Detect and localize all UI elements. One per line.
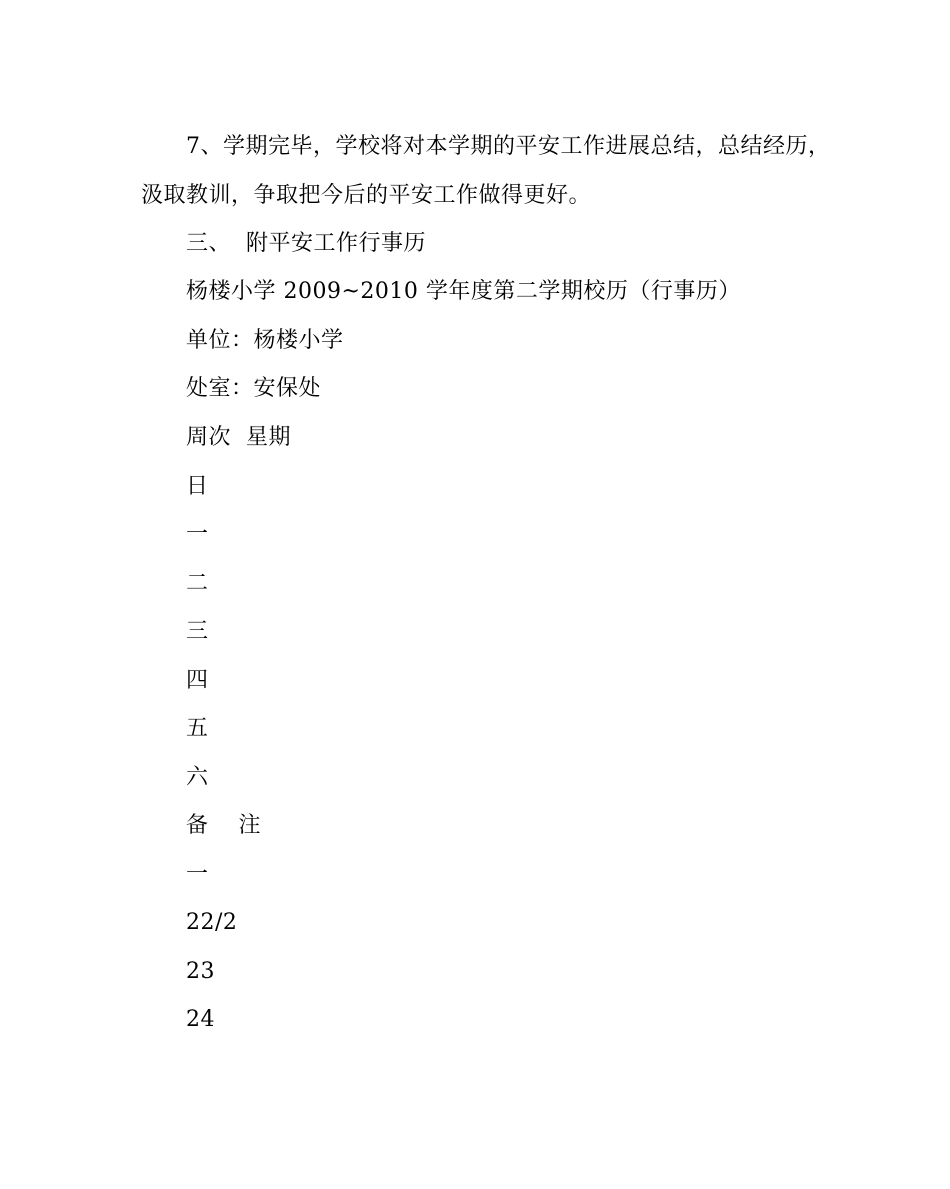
unit-label: 单位：杨楼小学 <box>186 328 344 353</box>
section-heading: 三、 附平安工作行事历 <box>186 231 426 256</box>
weekday-thursday: 四 <box>186 668 209 693</box>
office-label: 处室：安保处 <box>186 376 322 401</box>
weekday-friday: 五 <box>186 716 209 741</box>
date-24: 24 <box>186 1007 215 1032</box>
week-number-1: 一 <box>186 862 209 887</box>
date-23: 23 <box>186 959 215 984</box>
weekday-monday: 一 <box>186 522 209 547</box>
weekday-saturday: 六 <box>186 765 209 790</box>
remarks-header: 备 注 <box>186 813 261 838</box>
calendar-title: 杨楼小学 2009~2010 学年度第二学期校历（行事历） <box>186 279 741 304</box>
table-header-week-weekday: 周次 星期 <box>186 425 291 450</box>
date-22-2: 22/2 <box>186 910 238 935</box>
weekday-wednesday: 三 <box>186 619 209 644</box>
paragraph-7-line-2: 汲取教训，争取把今后的平安工作做得更好。 <box>141 183 592 208</box>
weekday-sunday: 日 <box>186 474 209 499</box>
weekday-tuesday: 二 <box>186 571 209 596</box>
paragraph-7-line-1: 7、学期完毕，学校将对本学期的平安工作进展总结，总结经历， <box>186 134 831 159</box>
